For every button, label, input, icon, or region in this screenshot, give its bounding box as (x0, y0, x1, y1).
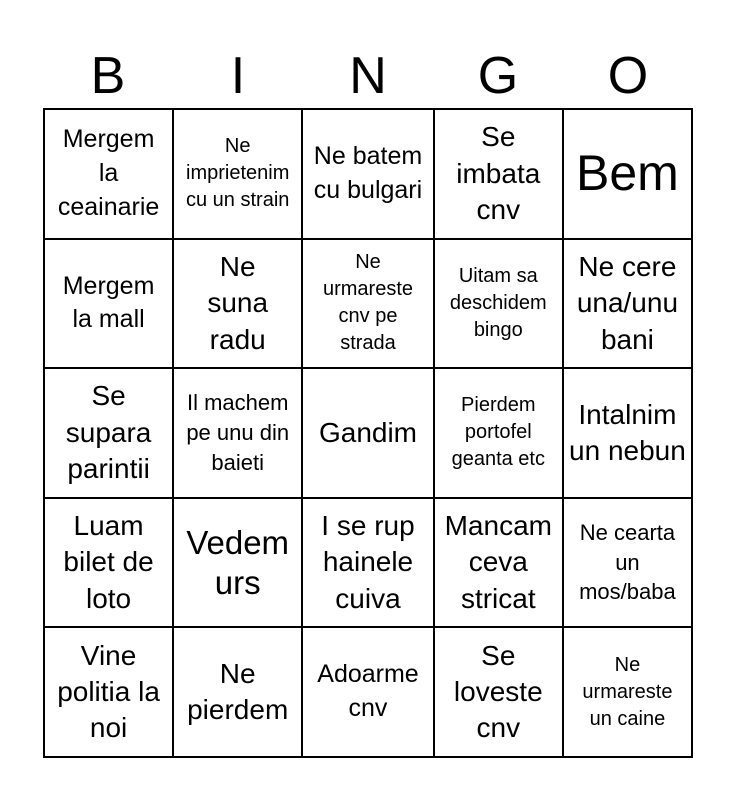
header-letter-n: N (349, 47, 387, 105)
bingo-cell[interactable] (563, 109, 692, 239)
bingo-cell[interactable] (44, 109, 173, 239)
bingo-cell[interactable] (302, 109, 433, 239)
header-letter-i: I (230, 47, 246, 105)
cell-text: Ne pierdem (187, 657, 289, 726)
cell-text: Luam bilet de loto (63, 510, 154, 614)
cell-text: Vedem urs (186, 524, 290, 601)
cell-text: Ne urmareste un caine (582, 653, 673, 730)
bingo-cell[interactable] (434, 239, 563, 369)
cell-text: Se supara parintii (65, 380, 152, 485)
bingo-cell[interactable] (44, 498, 173, 628)
bingo-card-grid (43, 108, 693, 758)
bingo-header (43, 44, 693, 108)
bingo-cell[interactable] (302, 368, 433, 498)
cell-text: Mergem la mall (62, 271, 155, 334)
cell-text: Gandim (318, 416, 418, 448)
cell-text: Ne suna radu (207, 250, 269, 355)
bingo-cell[interactable] (173, 627, 302, 757)
cell-text: Ne cearta un mos/baba (579, 520, 676, 605)
cell-text: Uitam sa deschidem bingo (449, 264, 547, 341)
cell-text: Adoarme cnv (317, 660, 419, 723)
bingo-cell[interactable] (563, 627, 692, 757)
bingo-cell[interactable] (434, 627, 563, 757)
bingo-cell[interactable] (434, 109, 563, 239)
bingo-cell[interactable] (434, 498, 563, 628)
bingo-cell[interactable] (173, 109, 302, 239)
cell-text: Se imbata cnv (456, 121, 541, 225)
bingo-cell[interactable] (302, 498, 433, 628)
bingo-cell[interactable] (44, 239, 173, 369)
header-letter-b: B (90, 47, 126, 105)
cell-text: Bem (576, 145, 679, 202)
cell-text: Ne urmareste cnv pe strada (322, 251, 413, 355)
bingo-cell[interactable] (563, 368, 692, 498)
bingo-cell[interactable] (434, 368, 563, 498)
bingo-cell[interactable] (302, 627, 433, 757)
cell-text: Mergem la ceainarie (57, 125, 160, 221)
cell-text: Vine politia la noi (57, 639, 160, 744)
cell-text: I se rup hainele cuiva (321, 510, 415, 614)
cell-text: Pierdem portofel geanta etc (451, 394, 545, 471)
bingo-cell[interactable] (44, 368, 173, 498)
cell-text: Intalnim un nebun (569, 398, 686, 466)
bingo-cell[interactable] (44, 627, 173, 757)
cell-text: Il machem pe unu din baieti (186, 390, 290, 475)
header-letter-o: O (607, 47, 649, 105)
cell-text: Se loveste cnv (453, 639, 543, 744)
bingo-cell[interactable] (563, 239, 692, 369)
bingo-cell[interactable] (563, 498, 692, 628)
bingo-cell[interactable] (302, 239, 433, 369)
cell-text: Mancam ceva stricat (444, 510, 552, 614)
bingo-cell[interactable] (173, 368, 302, 498)
cell-text: Ne cere una/unu bani (576, 250, 679, 355)
cell-text: Ne batem cu bulgari (313, 142, 423, 204)
header-letter-g: G (477, 47, 519, 105)
cell-text: Ne imprietenim cu un strain (186, 135, 290, 212)
bingo-cell[interactable] (173, 498, 302, 628)
bingo-cell[interactable] (173, 239, 302, 369)
